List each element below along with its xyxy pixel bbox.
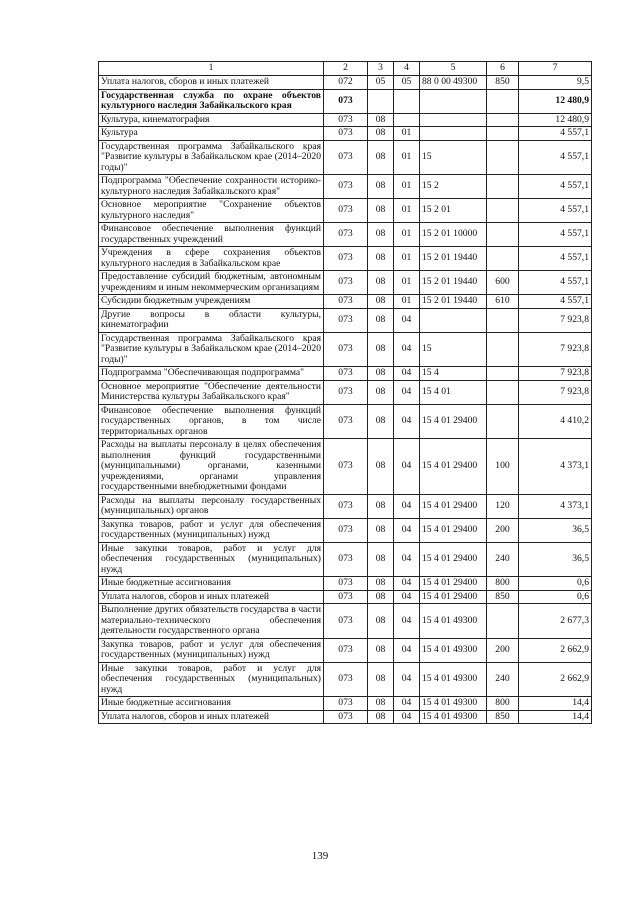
target-article-cell <box>420 308 487 332</box>
ministry-code-cell: 073 <box>324 590 368 604</box>
target-article-cell: 15 4 01 29400 <box>420 439 487 495</box>
section-cell: 08 <box>368 577 394 591</box>
row-name-cell: Предоставление субсидий бюджетным, автономным учреждениям и иным некоммерческим организациям <box>99 271 324 295</box>
section-cell: 08 <box>368 710 394 724</box>
expense-type-cell: 800 <box>487 577 519 591</box>
target-article-cell: 15 4 01 49300 <box>420 697 487 711</box>
row-name-cell: Иные бюджетные ассигнования <box>99 577 324 591</box>
amount-cell: 4 557,1 <box>519 175 592 199</box>
target-article-cell: 15 4 01 29400 <box>420 494 487 518</box>
row-name-cell: Государственная служба по охране объектов культурного наследия Забайкальского края <box>99 89 324 113</box>
subsection-cell: 01 <box>394 140 420 175</box>
subsection-cell: 04 <box>394 308 420 332</box>
table-row <box>99 710 592 724</box>
subsection-cell: 04 <box>394 367 420 381</box>
header-cell: 2 <box>324 62 368 76</box>
amount-cell: 7 923,8 <box>519 367 592 381</box>
row-name-cell: Иные закупки товаров, работ и услуг для обеспечения государственных (муниципальных) нужд <box>99 542 324 577</box>
section-cell: 08 <box>368 223 394 247</box>
subsection-cell: 04 <box>394 332 420 367</box>
target-article-cell: 15 2 01 19440 <box>420 295 487 309</box>
expense-type-cell: 800 <box>487 697 519 711</box>
expense-type-cell <box>487 113 519 127</box>
expense-type-cell: 600 <box>487 271 519 295</box>
table-row <box>99 89 592 113</box>
target-article-cell: 15 <box>420 332 487 367</box>
section-cell: 08 <box>368 140 394 175</box>
expense-type-cell: 200 <box>487 518 519 542</box>
ministry-code-cell: 073 <box>324 518 368 542</box>
table-row <box>99 638 592 662</box>
target-article-cell: 15 2 01 10000 <box>420 223 487 247</box>
ministry-code-cell: 073 <box>324 308 368 332</box>
target-article-cell: 15 4 01 29400 <box>420 590 487 604</box>
amount-cell: 36,5 <box>519 542 592 577</box>
amount-cell: 0,6 <box>519 577 592 591</box>
row-name-cell: Культура, кинематография <box>99 113 324 127</box>
header-cell: 1 <box>99 62 324 76</box>
subsection-cell: 04 <box>394 590 420 604</box>
budget-table <box>98 61 592 724</box>
amount-cell: 14,4 <box>519 697 592 711</box>
subsection-cell <box>394 89 420 113</box>
amount-cell: 36,5 <box>519 518 592 542</box>
row-name-cell: Субсидии бюджетным учреждениям <box>99 295 324 309</box>
row-name-cell: Уплата налогов, сборов и иных платежей <box>99 710 324 724</box>
target-article-cell: 15 4 01 49300 <box>420 604 487 639</box>
amount-cell: 4 410,2 <box>519 404 592 439</box>
subsection-cell: 04 <box>394 604 420 639</box>
table-header-row <box>99 62 592 76</box>
amount-cell: 2 677,3 <box>519 604 592 639</box>
row-name-cell: Финансовое обеспечение выполнения функций государственных учреждений <box>99 223 324 247</box>
table-row <box>99 140 592 175</box>
ministry-code-cell: 073 <box>324 662 368 697</box>
subsection-cell: 01 <box>394 271 420 295</box>
expense-type-cell: 240 <box>487 662 519 697</box>
section-cell: 08 <box>368 127 394 141</box>
subsection-cell: 04 <box>394 577 420 591</box>
expense-type-cell <box>487 247 519 271</box>
amount-cell: 2 662,9 <box>519 638 592 662</box>
table-row <box>99 577 592 591</box>
section-cell: 08 <box>368 380 394 404</box>
amount-cell: 7 923,8 <box>519 308 592 332</box>
table-row <box>99 604 592 639</box>
row-name-cell: Закупка товаров, работ и услуг для обеспечения государственных (муниципальных) нужд <box>99 638 324 662</box>
row-name-cell: Государственная программа Забайкальского края "Развитие культуры в Забайкальском крае (2014–2020 годы)" <box>99 332 324 367</box>
table-row <box>99 518 592 542</box>
target-article-cell: 15 <box>420 140 487 175</box>
row-name-cell: Подпрограмма "Обеспечение сохранности историко-культурного наследия Забайкальского края" <box>99 175 324 199</box>
section-cell: 08 <box>368 332 394 367</box>
subsection-cell <box>394 113 420 127</box>
header-cell: 3 <box>368 62 394 76</box>
amount-cell: 4 557,1 <box>519 271 592 295</box>
ministry-code-cell: 073 <box>324 380 368 404</box>
expense-type-cell <box>487 140 519 175</box>
table-row <box>99 367 592 381</box>
table-row <box>99 76 592 90</box>
section-cell: 08 <box>368 199 394 223</box>
amount-cell: 4 557,1 <box>519 223 592 247</box>
amount-cell: 7 923,8 <box>519 380 592 404</box>
subsection-cell: 04 <box>394 638 420 662</box>
header-cell: 5 <box>420 62 487 76</box>
section-cell: 08 <box>368 638 394 662</box>
table-row <box>99 404 592 439</box>
header-cell: 7 <box>519 62 592 76</box>
subsection-cell: 01 <box>394 127 420 141</box>
expense-type-cell <box>487 223 519 247</box>
subsection-cell: 04 <box>394 439 420 495</box>
table-row <box>99 494 592 518</box>
table-row <box>99 662 592 697</box>
expense-type-cell: 240 <box>487 542 519 577</box>
expense-type-cell <box>487 127 519 141</box>
row-name-cell: Расходы на выплаты персоналу в целях обеспечения выполнения функций государственными (муниципальными) органами, казенными учреждениями, органами управления государственными внебюджетными фондами <box>99 439 324 495</box>
target-article-cell: 15 4 01 49300 <box>420 662 487 697</box>
expense-type-cell <box>487 604 519 639</box>
ministry-code-cell: 073 <box>324 697 368 711</box>
ministry-code-cell: 073 <box>324 127 368 141</box>
table-row <box>99 127 592 141</box>
row-name-cell: Иные бюджетные ассигнования <box>99 697 324 711</box>
row-name-cell: Государственная программа Забайкальского края "Развитие культуры в Забайкальском крае (2014–2020 годы)" <box>99 140 324 175</box>
ministry-code-cell: 073 <box>324 638 368 662</box>
subsection-cell: 01 <box>394 199 420 223</box>
ministry-code-cell: 073 <box>324 175 368 199</box>
target-article-cell <box>420 89 487 113</box>
section-cell: 08 <box>368 542 394 577</box>
amount-cell: 7 923,8 <box>519 332 592 367</box>
amount-cell: 0,6 <box>519 590 592 604</box>
target-article-cell: 15 2 01 19440 <box>420 271 487 295</box>
ministry-code-cell: 073 <box>324 404 368 439</box>
amount-cell: 4 557,1 <box>519 295 592 309</box>
subsection-cell: 04 <box>394 542 420 577</box>
target-article-cell: 15 4 01 49300 <box>420 638 487 662</box>
row-name-cell: Учреждения в сфере сохранения объектов культурного наследия в Забайкальском крае <box>99 247 324 271</box>
ministry-code-cell: 073 <box>324 199 368 223</box>
target-article-cell: 15 4 01 49300 <box>420 710 487 724</box>
table-row <box>99 271 592 295</box>
row-name-cell: Уплата налогов, сборов и иных платежей <box>99 76 324 90</box>
row-name-cell: Закупка товаров, работ и услуг для обеспечения государственных (муниципальных) нужд <box>99 518 324 542</box>
section-cell: 08 <box>368 295 394 309</box>
table-row <box>99 308 592 332</box>
ministry-code-cell: 073 <box>324 271 368 295</box>
section-cell: 08 <box>368 113 394 127</box>
table-body <box>99 76 592 724</box>
row-name-cell: Выполнение других обязательств государства в части материально-технического обеспечения деятельности государственного органа <box>99 604 324 639</box>
amount-cell: 14,4 <box>519 710 592 724</box>
section-cell: 08 <box>368 697 394 711</box>
section-cell: 08 <box>368 308 394 332</box>
table-row <box>99 590 592 604</box>
amount-cell: 4 557,1 <box>519 247 592 271</box>
section-cell: 08 <box>368 439 394 495</box>
subsection-cell: 01 <box>394 223 420 247</box>
table-row <box>99 175 592 199</box>
row-name-cell: Другие вопросы в области культуры, кинематографии <box>99 308 324 332</box>
ministry-code-cell: 073 <box>324 140 368 175</box>
ministry-code-cell: 073 <box>324 494 368 518</box>
section-cell: 08 <box>368 662 394 697</box>
subsection-cell: 05 <box>394 76 420 90</box>
section-cell: 08 <box>368 590 394 604</box>
section-cell: 08 <box>368 404 394 439</box>
table-row <box>99 380 592 404</box>
target-article-cell: 88 0 00 49300 <box>420 76 487 90</box>
table-row <box>99 295 592 309</box>
ministry-code-cell: 073 <box>324 604 368 639</box>
table-row <box>99 247 592 271</box>
page-number: 139 <box>311 850 329 862</box>
amount-cell: 4 557,1 <box>519 140 592 175</box>
amount-cell: 4 557,1 <box>519 127 592 141</box>
subsection-cell: 01 <box>394 295 420 309</box>
table-row <box>99 439 592 495</box>
subsection-cell: 04 <box>394 697 420 711</box>
amount-cell: 4 557,1 <box>519 199 592 223</box>
table-row <box>99 542 592 577</box>
expense-type-cell <box>487 367 519 381</box>
header-cell: 4 <box>394 62 420 76</box>
ministry-code-cell: 073 <box>324 439 368 495</box>
ministry-code-cell: 073 <box>324 113 368 127</box>
expense-type-cell: 850 <box>487 710 519 724</box>
row-name-cell: Финансовое обеспечение выполнения функций государственных органов, в том числе территориальных органов <box>99 404 324 439</box>
amount-cell: 2 662,9 <box>519 662 592 697</box>
ministry-code-cell: 073 <box>324 332 368 367</box>
table-row <box>99 113 592 127</box>
amount-cell: 9,5 <box>519 76 592 90</box>
expense-type-cell: 850 <box>487 590 519 604</box>
ministry-code-cell: 073 <box>324 710 368 724</box>
expense-type-cell <box>487 380 519 404</box>
target-article-cell: 15 2 01 19440 <box>420 247 487 271</box>
amount-cell: 4 373,1 <box>519 439 592 495</box>
ministry-code-cell: 073 <box>324 223 368 247</box>
target-article-cell: 15 4 01 <box>420 380 487 404</box>
expense-type-cell <box>487 308 519 332</box>
amount-cell: 12 480,9 <box>519 89 592 113</box>
table-row <box>99 697 592 711</box>
target-article-cell: 15 4 01 29400 <box>420 404 487 439</box>
target-article-cell: 15 4 01 29400 <box>420 542 487 577</box>
target-article-cell: 15 4 01 29400 <box>420 577 487 591</box>
amount-cell: 4 373,1 <box>519 494 592 518</box>
header-cell: 6 <box>487 62 519 76</box>
target-article-cell: 15 2 <box>420 175 487 199</box>
ministry-code-cell: 073 <box>324 542 368 577</box>
expense-type-cell: 100 <box>487 439 519 495</box>
section-cell: 08 <box>368 271 394 295</box>
row-name-cell: Уплата налогов, сборов и иных платежей <box>99 590 324 604</box>
table-row <box>99 199 592 223</box>
target-article-cell <box>420 113 487 127</box>
ministry-code-cell: 073 <box>324 247 368 271</box>
section-cell: 08 <box>368 247 394 271</box>
subsection-cell: 04 <box>394 404 420 439</box>
subsection-cell: 04 <box>394 518 420 542</box>
target-article-cell: 15 2 01 <box>420 199 487 223</box>
section-cell: 08 <box>368 367 394 381</box>
expense-type-cell <box>487 332 519 367</box>
target-article-cell <box>420 127 487 141</box>
ministry-code-cell: 072 <box>324 76 368 90</box>
target-article-cell: 15 4 <box>420 367 487 381</box>
table-row <box>99 223 592 247</box>
expense-type-cell <box>487 199 519 223</box>
row-name-cell: Основное мероприятие "Обеспечение деятельности Министерства культуры Забайкальского края" <box>99 380 324 404</box>
ministry-code-cell: 073 <box>324 367 368 381</box>
subsection-cell: 01 <box>394 247 420 271</box>
subsection-cell: 04 <box>394 710 420 724</box>
row-name-cell: Расходы на выплаты персоналу государственных (муниципальных) органов <box>99 494 324 518</box>
expense-type-cell: 610 <box>487 295 519 309</box>
expense-type-cell <box>487 89 519 113</box>
amount-cell: 12 480,9 <box>519 113 592 127</box>
expense-type-cell <box>487 175 519 199</box>
row-name-cell: Основное мероприятие "Сохранение объектов культурного наследия" <box>99 199 324 223</box>
subsection-cell: 01 <box>394 175 420 199</box>
section-cell: 08 <box>368 518 394 542</box>
ministry-code-cell: 073 <box>324 89 368 113</box>
section-cell: 08 <box>368 494 394 518</box>
ministry-code-cell: 073 <box>324 295 368 309</box>
row-name-cell: Подпрограмма "Обеспечивающая подпрограмма" <box>99 367 324 381</box>
target-article-cell: 15 4 01 29400 <box>420 518 487 542</box>
subsection-cell: 04 <box>394 380 420 404</box>
expense-type-cell <box>487 404 519 439</box>
ministry-code-cell: 073 <box>324 577 368 591</box>
section-cell <box>368 89 394 113</box>
section-cell: 08 <box>368 175 394 199</box>
row-name-cell: Иные закупки товаров, работ и услуг для обеспечения государственных (муниципальных) нужд <box>99 662 324 697</box>
expense-type-cell: 200 <box>487 638 519 662</box>
expense-type-cell: 120 <box>487 494 519 518</box>
table-row <box>99 332 592 367</box>
section-cell: 08 <box>368 604 394 639</box>
subsection-cell: 04 <box>394 662 420 697</box>
row-name-cell: Культура <box>99 127 324 141</box>
expense-type-cell: 850 <box>487 76 519 90</box>
section-cell: 05 <box>368 76 394 90</box>
subsection-cell: 04 <box>394 494 420 518</box>
